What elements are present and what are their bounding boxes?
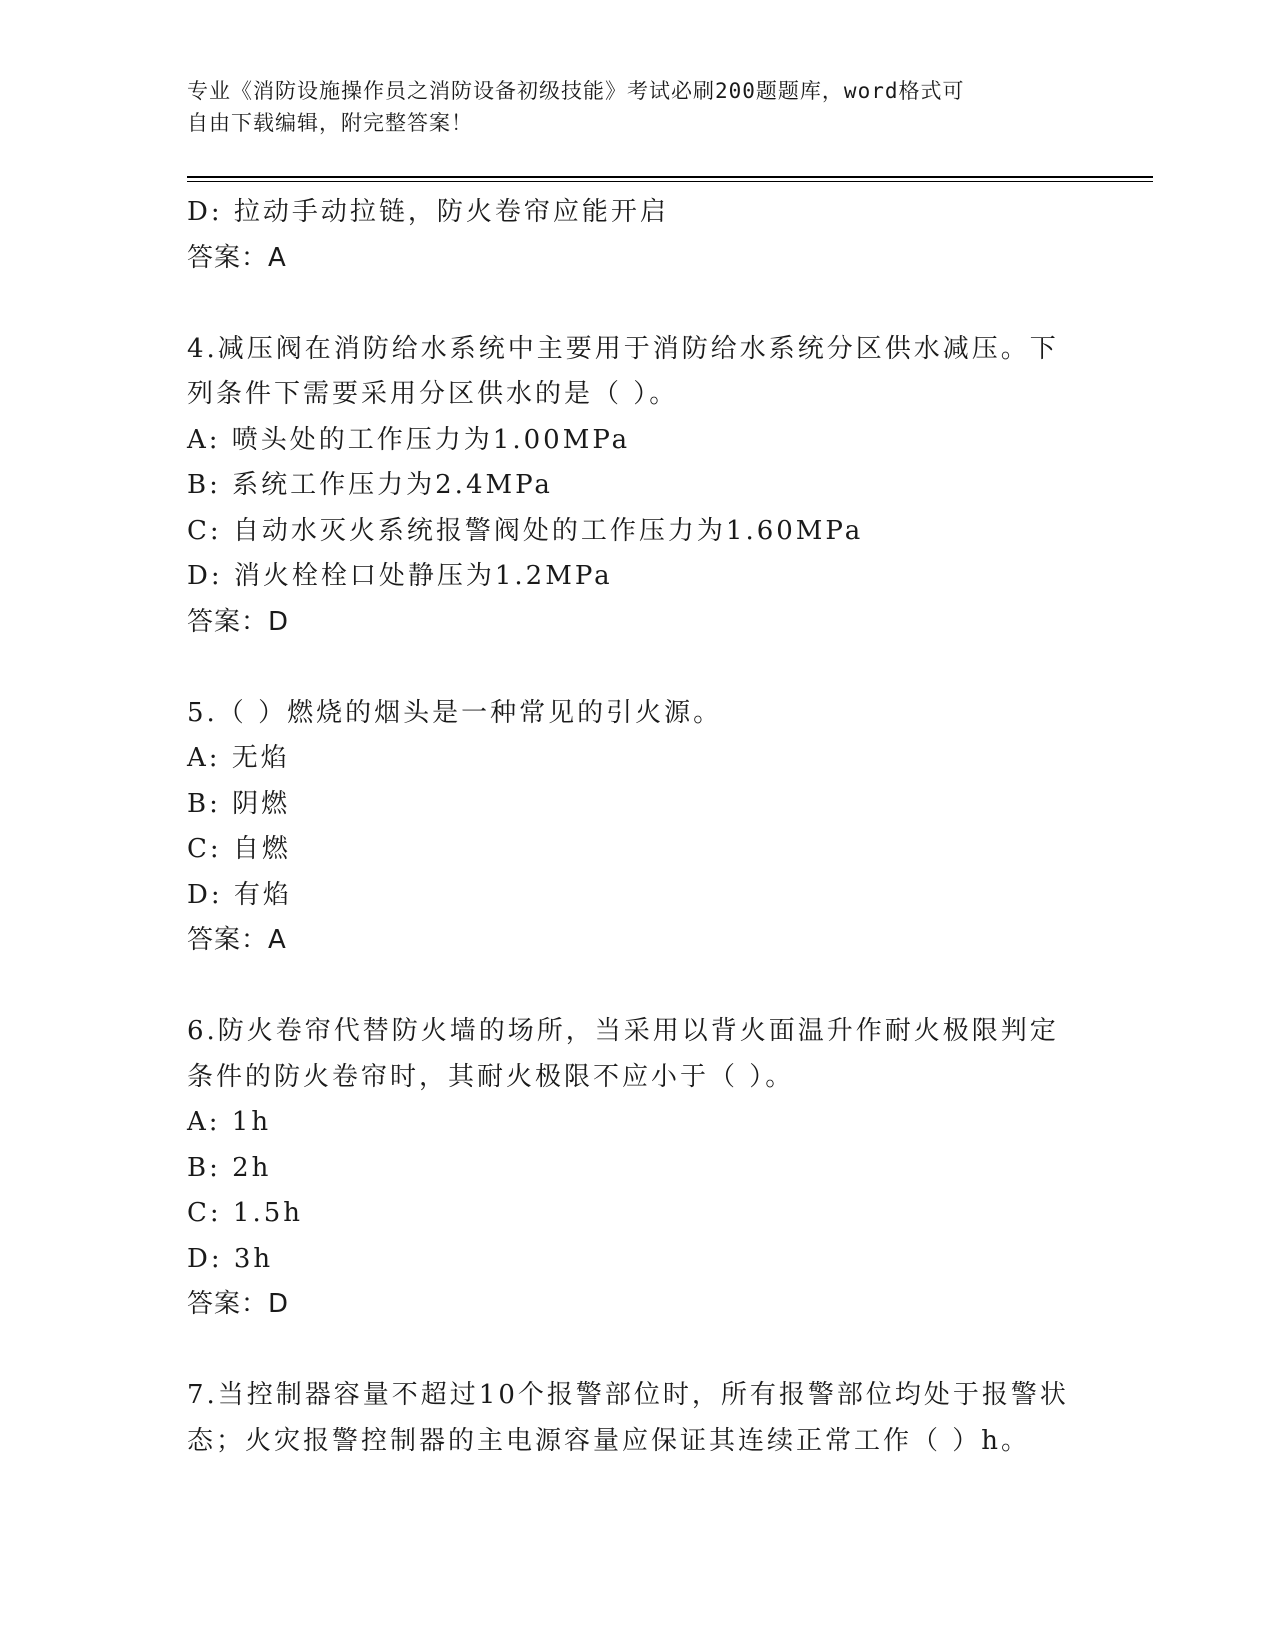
question-3-fragment	[187, 190, 1087, 281]
answer-line: 答案：A	[187, 925, 287, 955]
option-b: B: 系统工作压力为2.4MPa	[187, 470, 553, 500]
option-c: C: 自动水灭火系统报警阀处的工作压力为1.60MPa	[187, 515, 864, 546]
question-stem-line: 态；火灾报警控制器的主电源容量应保证其连续正常工作（ ）h。	[187, 1425, 1031, 1456]
option-a: A: 1h	[187, 1107, 272, 1137]
answer-line: 答案：D	[187, 606, 290, 637]
question-7	[187, 1373, 1087, 1464]
question-5	[187, 691, 1087, 964]
option-d: D: 拉动手动拉链，防火卷帘应能开启	[187, 197, 669, 227]
question-stem-line: 列条件下需要采用分区供水的是（ ）。	[187, 379, 679, 409]
spacer	[187, 645, 1087, 691]
question-stem-line: 4.减压阀在消防给水系统中主要用于消防给水系统分区供水减压。下	[187, 333, 1059, 364]
question-6	[187, 1009, 1087, 1328]
spacer	[187, 281, 1087, 327]
answer-line: 答案：D	[187, 1289, 290, 1319]
option-b: B: 2h	[187, 1152, 272, 1183]
header-line-2: 自由下载编辑，附完整答案！	[187, 111, 473, 135]
option-c: C: 自燃	[187, 834, 291, 864]
spacer	[187, 964, 1087, 1010]
question-stem-line: 7.当控制器容量不超过10个报警部位时，所有报警部位均处于报警状	[187, 1380, 1069, 1410]
option-a: A: 喷头处的工作压力为1.00MPa	[187, 424, 631, 455]
question-stem-line: 5.（ ）燃烧的烟头是一种常见的引火源。	[187, 697, 723, 728]
option-c: C: 1.5h	[187, 1198, 304, 1228]
question-stem-line: 6.防火卷帘代替防火墙的场所，当采用以背火面温升作耐火极限判定	[187, 1016, 1059, 1046]
header-divider-thick	[187, 176, 1153, 178]
spacer	[187, 1328, 1087, 1374]
document-header	[187, 75, 1087, 139]
header-line-1: 专业《消防设施操作员之消防设备初级技能》考试必刷200题题库，word格式可	[187, 79, 965, 103]
option-b: B: 阴燃	[187, 788, 291, 819]
question-stem-line: 条件的防火卷帘时，其耐火极限不应小于（ ）。	[187, 1061, 795, 1092]
option-d: D: 有焰	[187, 879, 292, 910]
question-list	[187, 190, 1087, 1464]
question-4	[187, 327, 1087, 646]
option-a: A: 无焰	[187, 743, 290, 773]
header-divider-thin	[187, 181, 1153, 182]
option-d: D: 消火栓栓口处静压为1.2MPa	[187, 561, 613, 591]
option-d: D: 3h	[187, 1243, 274, 1274]
answer-line: 答案：A	[187, 242, 287, 273]
